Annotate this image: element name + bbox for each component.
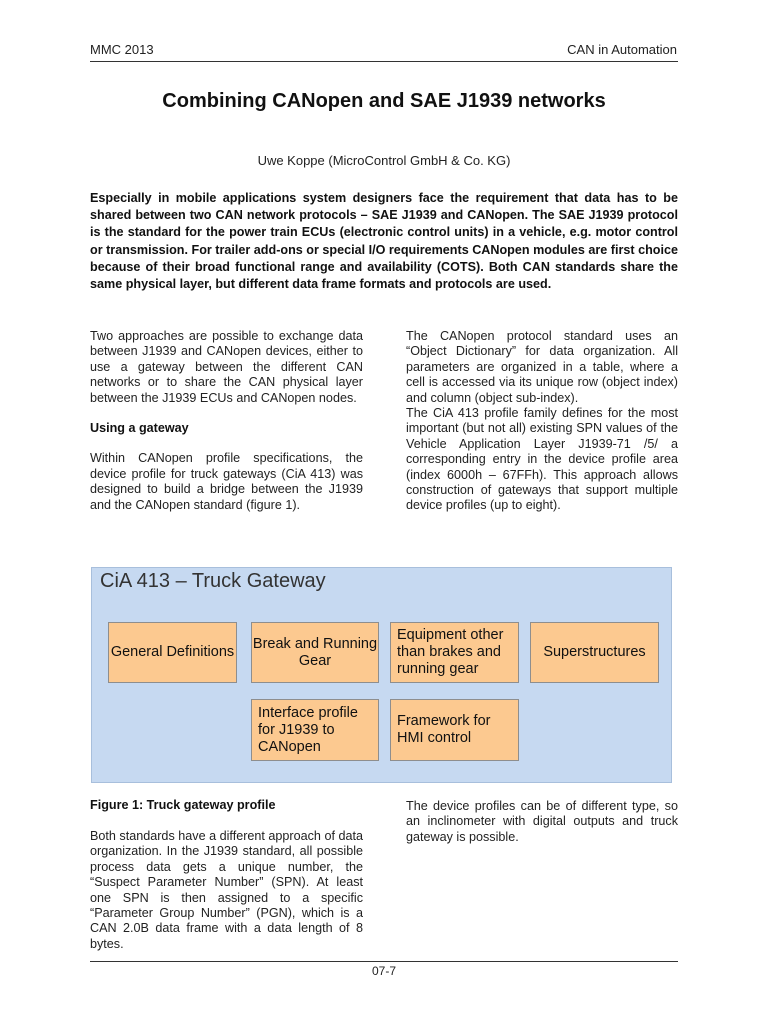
box-brake-running-gear: Break and Running Gear (251, 622, 379, 683)
figure-title: CiA 413 – Truck Gateway (100, 570, 326, 592)
paper-title: Combining CANopen and SAE J1939 networks (162, 90, 606, 112)
section-heading-gateway: Using a gateway (90, 421, 189, 436)
right-para-2: The CiA 413 profile family defines for the most important (but not all) existing SPN values of the Vehicle Application Layer J1939-71 /5/ a corresponding entry in the device profile area (index 6000h – 67FFh). This approach allows construction of gateways that support multiple device profiles (up to eight). (406, 406, 678, 513)
box-superstructures: Superstructures (530, 622, 659, 683)
box-framework-hmi: Framework for HMI control (390, 699, 519, 761)
header-right: CAN in Automation (567, 42, 677, 57)
right-para-1: The CANopen protocol standard uses an “Object Dictionary” for data organization. All parameters are organized in a table, where a cell is accessed via its unique row (object index) and column (object sub-index). (406, 329, 678, 405)
header-left: MMC 2013 (90, 42, 154, 57)
author-line: Uwe Koppe (MicroControl GmbH & Co. KG) (257, 153, 511, 168)
figure-truck-gateway (91, 567, 672, 783)
box-interface-profile: Interface profile for J1939 to CANopen (251, 699, 379, 761)
box-general-definitions: General Definitions (108, 622, 237, 683)
right-column (406, 329, 678, 514)
abstract: Especially in mobile applications system designers face the requirement that data has to be shared between two CAN network protocols – SAE J1939 and CANopen. The SAE J1939 protocol is the standard for the power train ECUs (electronic control units) in a vehicle, e.g. motor control or transmission. For trailer add-ons or special I/O requirements CANopen modules are first choice because of their broad functional range and availability (COTS). Both CAN standards share the same physical layer, but different data frame formats and protocols are used. (90, 191, 678, 292)
page-number: 07-7 (371, 964, 397, 978)
header-rule (90, 61, 678, 62)
bottom-right-para: The device profiles can be of different type, so an inclinometer with digital outputs and truck gateway is possible. (406, 799, 678, 844)
left-para-2: Within CANopen profile specifications, the device profile for truck gateways (CiA 413) was designed to build a bridge between the J1939 and the CANopen standard (figure 1). (90, 451, 363, 512)
figure-caption: Figure 1: Truck gateway profile (90, 798, 276, 812)
box-equipment-other: Equipment other than brakes and running gear (390, 622, 519, 683)
left-para-1: Two approaches are possible to exchange data between J1939 and CANopen devices, either to use a gateway between the different CAN networks or to share the CAN physical layer between the J1939 ECUs and CANopen nodes. (90, 329, 363, 405)
bottom-left-para: Both standards have a different approach of data organization. In the J1939 standard, all possible process data gets a unique number, the “Suspect Parameter Number” (SPN). At least one SPN is then assigned to a specific “Parameter Group Number” (PGN), which is a CAN 2.0B data frame with a data length of 8 bytes. (90, 829, 363, 951)
left-column (90, 329, 363, 513)
footer-rule (90, 961, 678, 962)
